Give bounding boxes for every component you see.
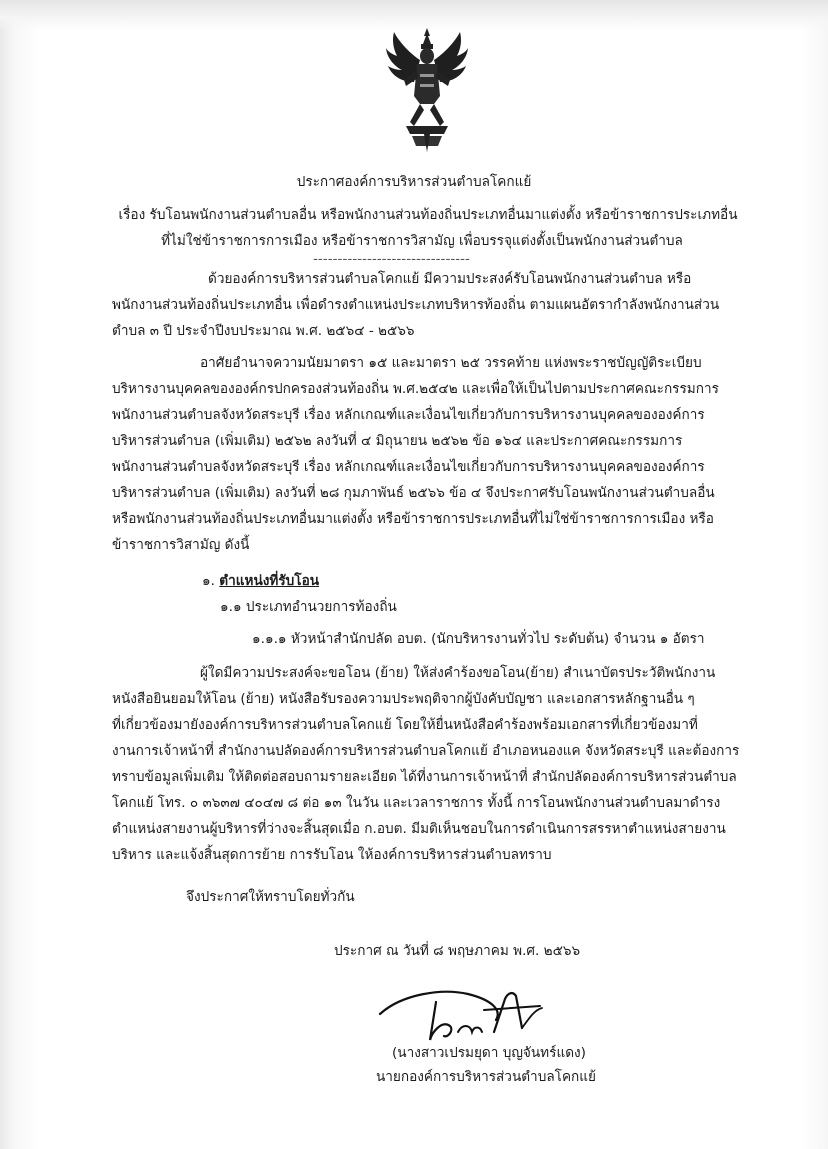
document-title: ประกาศองค์การบริหารส่วนตำบลโคกแย้ <box>296 174 532 190</box>
separator-line: -------------------------------- <box>313 251 470 267</box>
position-item: ๑.๑.๑ หัวหน้าสำนักปลัด อบต. (นักบริหารงานทั่วไป ระดับต้น) จำนวน ๑ อัตรา <box>252 631 705 647</box>
section-title: ตำแหน่งที่รับโอน <box>219 573 320 589</box>
para2-line-1: อาศัยอำนาจความนัยมาตรา ๑๕ และมาตรา ๒๕ วรรคท้าย แห่งพระราชบัญญัติระเบียบ <box>200 355 702 371</box>
para3-line-8: บริหาร และแจ้งสิ้นสุดการย้าย การรับโอน ให้องค์การบริหารส่วนตำบลทราบ <box>112 847 552 863</box>
para1-line-3: ตำบล ๓ ปี ประจำปีงบประมาณ พ.ศ. ๒๕๖๔ - ๒๕๖๖ <box>112 323 415 339</box>
para3-line-1: ผู้ใดมีความประสงค์จะขอโอน (ย้าย) ให้ส่งคำร้องขอโอน(ย้าย) สำเนาบัตรประวัติพนักงาน <box>200 665 716 681</box>
signer-title: นายกองค์การบริหารส่วนตำบลโคกแย้ <box>376 1069 597 1085</box>
subject-line-1: เรื่อง รับโอนพนักงานส่วนตำบลอื่น หรือพนักงานส่วนท้องถิ่นประเภทอื่นมาแต่งตั้ง หรือข้าราชการประเภทอื่น <box>118 207 738 223</box>
para3-line-4: งานการเจ้าหน้าที่ สำนักงานปลัดองค์การบริหารส่วนตำบลโคกแย้ อำเภอหนองแค จังหวัดสระบุรี และต้องการ <box>112 743 740 759</box>
para2-line-3: พนักงานส่วนตำบลจังหวัดสระบุรี เรื่อง หลักเกณฑ์และเงื่อนไขเกี่ยวกับการบริหารงานบุคคลขององค์การ <box>112 407 705 423</box>
para2-line-2: บริหารงานบุคคลขององค์กรปกครองส่วนท้องถิ่น พ.ศ.๒๕๔๒ และเพื่อให้เป็นไปตามประกาศคณะกรรมการ <box>112 381 719 397</box>
para3-line-6: โคกแย้ โทร. ๐ ๓๖๓๗ ๔๐๔๗ ๘ ต่อ ๑๓ ในวัน และเวลาราชการ ทั้งนี้ การโอนพนักงานส่วนตำบลมาดำรง <box>112 795 721 811</box>
subject-line-2: ที่ไม่ใช่ข้าราชการการเมือง หรือข้าราชการวิสามัญ เพื่อบรรจุแต่งตั้งเป็นพนักงานส่วนตำบล <box>161 233 683 249</box>
para2-line-5: พนักงานส่วนตำบลจังหวัดสระบุรี เรื่อง หลักเกณฑ์และเงื่อนไขเกี่ยวกับการบริหารงานบุคคลขององค์การ <box>112 459 705 475</box>
para3-line-5: ทราบข้อมูลเพิ่มเติม ให้ติดต่อสอบถามรายละเอียด ได้ที่งานการเจ้าหน้าที่ สำนักปลัดองค์การบริหารส่วนตำบล <box>112 769 737 785</box>
section-heading <box>202 572 319 590</box>
para1-line-1: ด้วยองค์การบริหารส่วนตำบลโคกแย้ มีความประสงค์รับโอนพนักงานส่วนตำบล หรือ <box>208 271 692 287</box>
handwritten-signature <box>372 980 562 1052</box>
announcement-date: ประกาศ ณ วันที่ ๘ พฤษภาคม พ.ศ. ๒๕๖๖ <box>334 943 581 959</box>
para2-line-8: ข้าราชการวิสามัญ ดังนี้ <box>112 537 250 553</box>
para1-line-2: พนักงานส่วนท้องถิ่นประเภทอื่น เพื่อดำรงตำแหน่งประเภทบริหารท้องถิ่น ตามแผนอัตรากำลังพนักงานส่วน <box>112 297 720 313</box>
section-subheading: ๑.๑ ประเภทอำนวยการท้องถิ่น <box>220 599 397 615</box>
para3-line-7: ตำแหน่งสายงานผู้บริหารที่ว่างจะสิ้นสุดเมื่อ ก.อบต. มีมติเห็นชอบในการดำเนินการสรรหาตำแหน่งสายงาน <box>112 821 726 837</box>
para3-line-3: ที่เกี่ยวข้องมายังองค์การบริหารส่วนตำบลโคกแย้ โดยให้ยื่นหนังสือคำร้องพร้อมเอกสารที่เกี่ยวข้องมาที่ <box>112 717 698 733</box>
para2-line-6: บริหารส่วนตำบล (เพิ่มเติม) ลงวันที่ ๒๘ กุมภาพันธ์ ๒๕๖๖ ข้อ ๔ จึงประกาศรับโอนพนักงานส่วนตำบลอื่น <box>112 485 715 501</box>
signer-name: (นางสาวเปรมยุดา บุญจันทร์แดง) <box>392 1045 586 1061</box>
section-number: ๑. <box>202 573 215 589</box>
para2-line-4: บริหารส่วนตำบล (เพิ่มเติม) ๒๕๖๒ ลงวันที่ ๔ มิถุนายน ๒๕๖๒ ข้อ ๑๖๔ และประกาศคณะกรรมการ <box>112 433 683 449</box>
closing-statement: จึงประกาศให้ทราบโดยทั่วกัน <box>186 889 355 905</box>
para3-line-2: หนังสือยินยอมให้โอน (ย้าย) หนังสือรับรองความประพฤติจากผู้บังคับบัญชา และเอกสารหลักฐานอื่น ๆ <box>112 691 695 707</box>
garuda-emblem-icon <box>384 26 470 152</box>
para2-line-7: หรือพนักงานส่วนท้องถิ่นประเภทอื่นมาแต่งตั้ง หรือข้าราชการประเภทอื่นที่ไม่ใช่ข้าราชการการเมือง หรือ <box>112 511 714 527</box>
